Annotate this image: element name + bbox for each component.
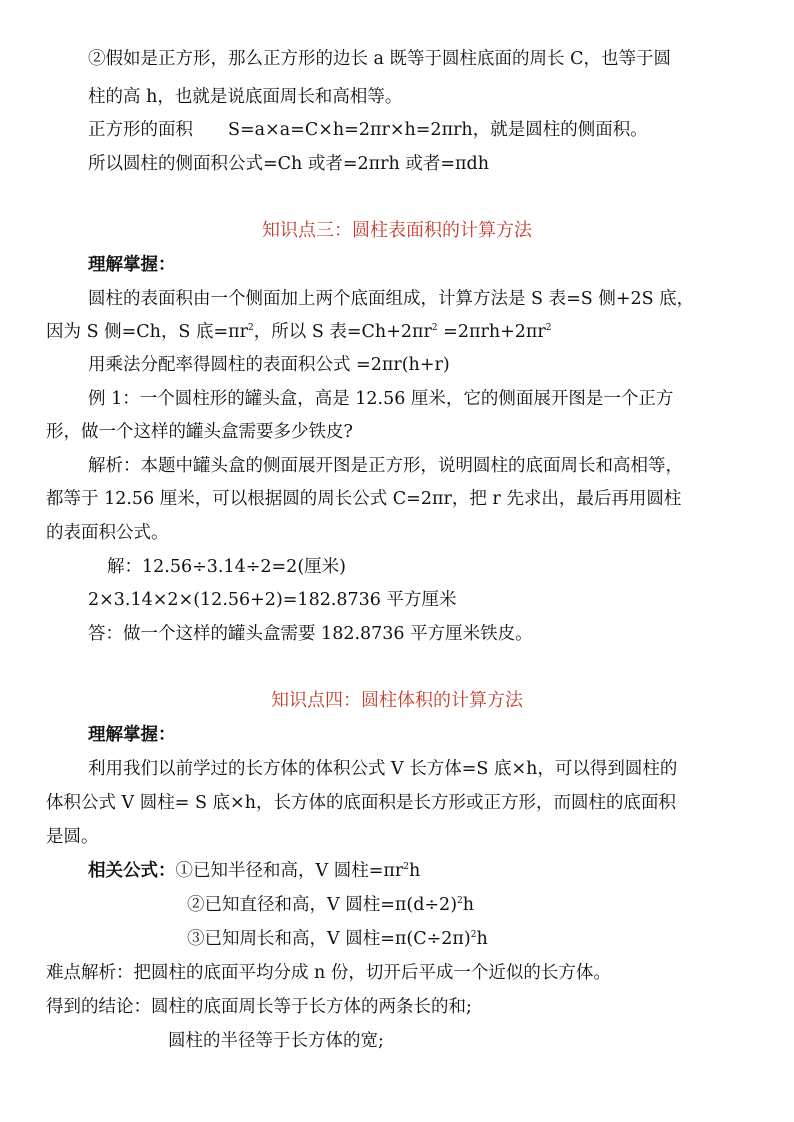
conclusion-line: 圆柱的半径等于长方体的宽; xyxy=(168,1031,384,1051)
formula-line-diameter xyxy=(0,893,794,917)
superscript: 2 xyxy=(403,862,409,872)
difficulty-line: 难点解析：把圆柱的底面平均分成 n 份，切开后平成一个近似的长方体。 xyxy=(46,963,611,983)
analysis-line: 解析：本题中罐头盒的侧面展开图是正方形，说明圆柱的底面周长和高相等， xyxy=(88,456,683,476)
analysis-line: 都等于 12.56 厘米，可以根据圆的周长公式 C=2πr，把 r 先求出，最后再用圆柱 xyxy=(46,489,682,509)
superscript: 2 xyxy=(545,323,552,333)
formula-line-radius xyxy=(0,859,794,883)
text-fragment: ③已知周长和高，V 圆柱=π(C÷2π) xyxy=(187,929,471,949)
text-line: 柱的高 h，也就是说底面周长和高相等。 xyxy=(88,87,403,107)
text-line-with-superscripts xyxy=(0,320,794,344)
text-fragment: ①已知半径和高，V 圆柱=πr xyxy=(175,861,404,881)
text-line: 是圆。 xyxy=(46,827,99,847)
section-label: 理解掌握： xyxy=(88,725,176,745)
superscript: 2 xyxy=(248,323,254,333)
section-heading-volume: 知识点四：圆柱体积的计算方法 xyxy=(271,690,523,711)
example-line: 例 1：一个圆柱形的罐头盒，高是 12.56 厘米，它的侧面展开图是一个正方 xyxy=(88,389,674,409)
section-label: 理解掌握： xyxy=(88,255,176,275)
analysis-line: 的表面积公式。 xyxy=(46,523,169,543)
superscript: 2 xyxy=(470,930,477,940)
superscript: 2 xyxy=(457,896,463,906)
text-line: 体积公式 V 圆柱= S 底×h，长方体的底面积是长方形或正方形，而圆柱的底面积 xyxy=(46,793,676,813)
solution-line: 解：12.56÷3.14÷2=2(厘米) xyxy=(107,557,346,577)
text-fragment: =2πrh+2πr xyxy=(437,322,546,342)
formula-line-circumference xyxy=(0,927,794,951)
formula-label: 相关公式： xyxy=(88,861,176,881)
text-line: 所以圆柱的侧面积公式=Ch 或者=2πrh 或者=πdh xyxy=(88,154,490,174)
section-heading-surface-area: 知识点三：圆柱表面积的计算方法 xyxy=(262,220,532,241)
text-fragment: h xyxy=(462,895,475,915)
text-fragment: ②已知直径和高，V 圆柱=π(d÷2) xyxy=(187,895,458,915)
text-fragment: ，所以 S 表=Ch+2πr xyxy=(253,322,432,342)
answer-line: 答：做一个这样的罐头盒需要 182.8736 平方厘米铁皮。 xyxy=(88,624,533,644)
text-line: 利用我们以前学过的长方体的体积公式 V 长方体=S 底×h，可以得到圆柱的 xyxy=(88,759,678,779)
superscript: 2 xyxy=(431,323,438,333)
text-line: 用乘法分配率得圆柱的表面积公式 =2πr(h+r) xyxy=(88,355,450,375)
conclusion-line: 得到的结论：圆柱的底面周长等于长方体的两条长的和; xyxy=(46,997,472,1017)
text-fragment: h xyxy=(476,929,488,949)
solution-line: 2×3.14×2×(12.56+2)=182.8736 平方厘米 xyxy=(88,590,457,610)
text-fragment: 因为 S 侧=Ch，S 底=πr xyxy=(46,322,249,342)
example-line: 形，做一个这样的罐头盒需要多少铁皮? xyxy=(46,422,353,442)
text-line: 正方形的面积 S=a×a=C×h=2πr×h=2πrh，就是圆柱的侧面积。 xyxy=(88,120,648,140)
text-line: 圆柱的表面积由一个侧面加上两个底面组成，计算方法是 S 表=S 侧+2S 底， xyxy=(88,289,695,309)
text-line: ②假如是正方形，那么正方形的边长 a 既等于圆柱底面的周长 C，也等于圆 xyxy=(88,49,672,69)
text-fragment: h xyxy=(408,861,421,881)
